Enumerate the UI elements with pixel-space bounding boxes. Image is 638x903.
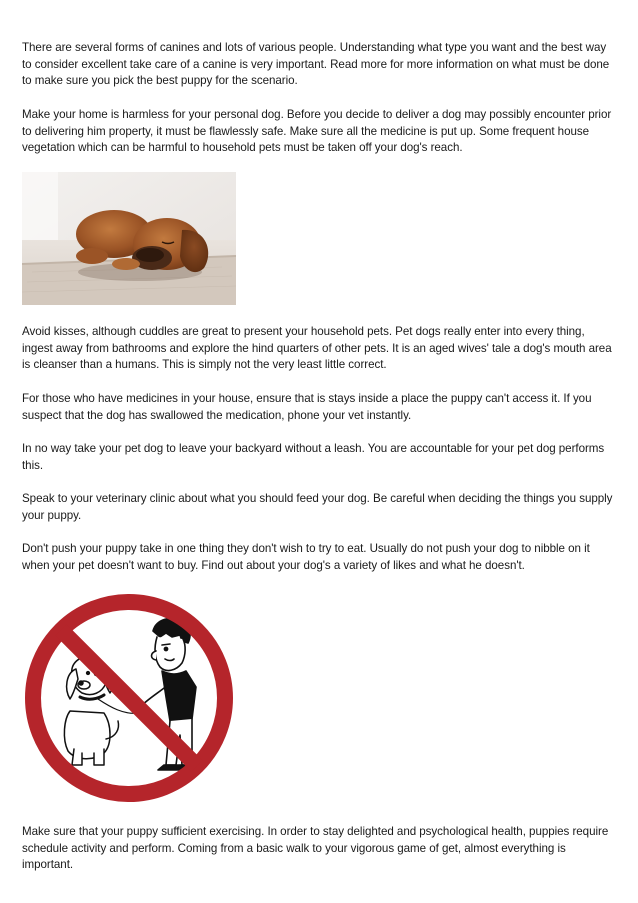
paragraph-exercise: Make sure that your puppy sufficient exercising. In order to stay delighted and psychological health, puppies require schedule activity and perform. Coming from a basic walk to your vigorous game of get, almost everything is important. xyxy=(22,825,609,872)
paragraph-medicines: For those who have medicines in your house, ensure that is stays inside a place the puppy can't access it. If you suspect that the dog has swallowed the medication, phone your vet instantly. xyxy=(22,392,592,422)
paragraph-feed: Speak to your veterinary clinic about what you should feed your dog. Be careful when deciding the things you supply your puppy. xyxy=(22,492,613,522)
paragraph-leash: In no way take your pet dog to leave your backyard without a leash. You are accountable for your pet dog performs this. xyxy=(22,442,605,472)
sleeping-puppy-icon xyxy=(22,172,236,305)
no-sign-man-with-dog-icon xyxy=(20,589,238,807)
paragraph-dont-push: Don't push your puppy take in one thing they don't wish to try to eat. Usually do not push your dog to nibble on it when your pet doesn't want to buy. Find out about your dog's a variety of likes and what he doesn't. xyxy=(22,542,590,572)
no-leash-cartoon xyxy=(20,589,238,807)
sleeping-puppy-photo xyxy=(22,172,236,305)
paragraph-safe-home: Make your home is harmless for your personal dog. Before you decide to deliver a dog may possibly encounter prior to delivering him property, it must be flawlessly safe. Make sure all the medicine is put up. Some frequent house vegetation which can be harmful to household pets must be taken off your dog's reach. xyxy=(22,108,612,155)
paragraph-intro: There are several forms of canines and lots of various people. Understanding what type you want and the best way to consider excellent take care of a canine is very important. Read more for more information on what must be done to make sure you pick the best puppy for the scenario. xyxy=(22,41,610,88)
paragraph-kisses: Avoid kisses, although cuddles are great to present your household pets. Pet dogs really enter into every thing, ingest away from bathrooms and explore the hind quarters of other pets. It is an aged wives' tale a dog's mouth area is cleanser than a humans. This is simply not the very least little correct. xyxy=(22,325,612,372)
